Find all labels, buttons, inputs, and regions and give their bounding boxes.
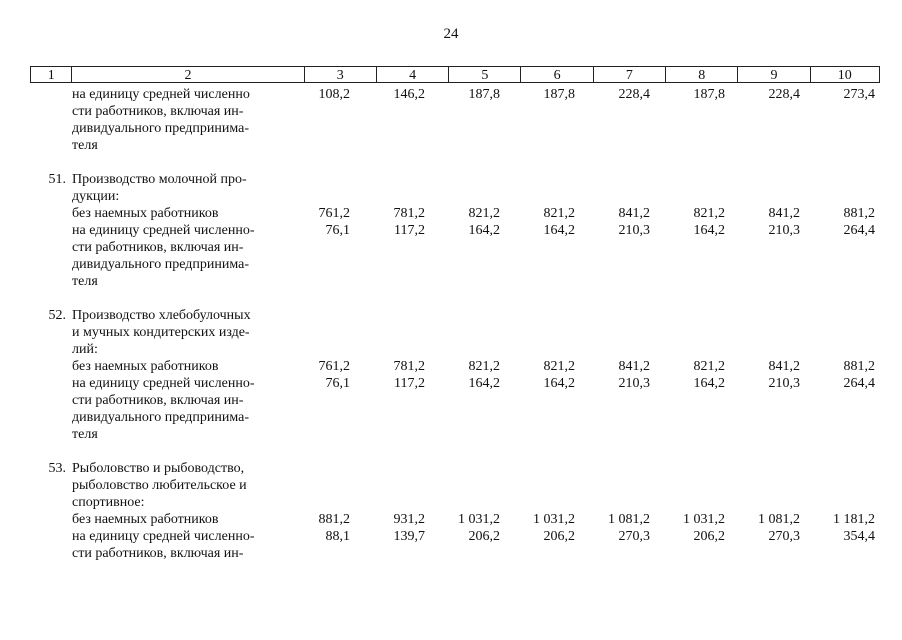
- row-label: рыболовство любительское и: [72, 478, 247, 493]
- value-cell: 273,4: [843, 87, 875, 102]
- row-label: сти работников, включая ин-: [72, 104, 244, 119]
- value-cell: 210,3: [618, 223, 650, 238]
- row-label: дукции:: [72, 189, 120, 204]
- table-row: [0, 137, 902, 154]
- value-cell: 117,2: [394, 376, 425, 391]
- row-label: на единицу средней численно-: [72, 529, 255, 544]
- value-cell: 761,2: [318, 359, 350, 374]
- value-cell: 206,2: [693, 529, 725, 544]
- value-cell: 841,2: [768, 359, 800, 374]
- value-cell: 270,3: [618, 529, 650, 544]
- row-label: теля: [72, 427, 98, 442]
- row-label: теля: [72, 138, 98, 153]
- value-cell: 781,2: [393, 359, 425, 374]
- row-number: [0, 477, 70, 494]
- row-number: [0, 358, 70, 375]
- page-number: 24: [443, 26, 459, 42]
- header-col-6: 6: [520, 67, 592, 82]
- header-col-1: 1: [47, 68, 55, 83]
- value-cell: 164,2: [543, 223, 575, 238]
- value-cell: 187,8: [543, 87, 575, 102]
- table-row: [0, 222, 902, 239]
- row-number: [0, 256, 70, 273]
- table-row: [0, 528, 902, 545]
- row-label: сти работников, включая ин-: [72, 546, 244, 561]
- value-cell: 187,8: [693, 87, 725, 102]
- table-row: [0, 120, 902, 137]
- header-col-3: 3: [304, 67, 376, 82]
- row-number: [0, 324, 70, 341]
- value-cell: 164,2: [468, 376, 500, 391]
- table-row: [0, 188, 902, 205]
- value-cell: 1 081,2: [608, 512, 650, 527]
- value-cell: 821,2: [693, 359, 725, 374]
- value-cell: 821,2: [543, 359, 575, 374]
- row-number: [0, 528, 70, 545]
- value-cell: 206,2: [543, 529, 575, 544]
- value-cell: 210,3: [768, 223, 800, 238]
- row-label: на единицу средней численно: [72, 87, 250, 102]
- table-row: [0, 103, 902, 120]
- table-row: [0, 477, 902, 494]
- row-number: [0, 137, 70, 154]
- row-label: лий:: [72, 342, 98, 357]
- value-cell: 76,1: [325, 376, 350, 391]
- row-number: [0, 86, 70, 103]
- header-col-10: 10: [810, 67, 879, 82]
- row-number: [0, 239, 70, 256]
- value-cell: 841,2: [768, 206, 800, 221]
- row-number: [0, 545, 70, 562]
- value-cell: 1 031,2: [458, 512, 500, 527]
- row-label: Производство молочной про-: [72, 172, 247, 187]
- value-cell: 139,7: [393, 529, 425, 544]
- value-cell: 187,8: [468, 87, 500, 102]
- table-row: [0, 375, 902, 392]
- value-cell: 931,2: [393, 512, 425, 527]
- value-cell: 228,4: [618, 87, 650, 102]
- row-label: теля: [72, 274, 98, 289]
- table-row: [0, 273, 902, 290]
- header-col-4: 4: [376, 67, 448, 82]
- table-row: [0, 86, 902, 103]
- row-number: [0, 375, 70, 392]
- value-cell: 270,3: [768, 529, 800, 544]
- table-row: [0, 494, 902, 511]
- value-cell: 88,1: [325, 529, 350, 544]
- row-label: дивидуального предпринима-: [72, 410, 250, 425]
- row-label: без наемных работников: [72, 206, 219, 221]
- row-number: [0, 494, 70, 511]
- value-cell: 821,2: [543, 206, 575, 221]
- row-label: спортивное:: [72, 495, 145, 510]
- table-row: [0, 426, 902, 443]
- row-label: на единицу средней численно-: [72, 376, 255, 391]
- header-col-2: 2: [71, 67, 303, 82]
- value-cell: 164,2: [543, 376, 575, 391]
- row-number: [0, 426, 70, 443]
- value-cell: 108,2: [318, 87, 350, 102]
- value-cell: 821,2: [468, 359, 500, 374]
- value-cell: 206,2: [468, 529, 500, 544]
- value-cell: 164,2: [693, 376, 725, 391]
- row-number: 52.: [48, 308, 66, 323]
- value-cell: 164,2: [693, 223, 725, 238]
- table-header: [30, 66, 880, 83]
- table-row: [0, 324, 902, 341]
- value-cell: 881,2: [843, 359, 875, 374]
- header-col-8: 8: [665, 67, 737, 82]
- row-label: Производство хлебобулочных: [72, 308, 251, 323]
- table-row: [0, 409, 902, 426]
- row-number: [0, 222, 70, 239]
- value-cell: 761,2: [318, 206, 350, 221]
- value-cell: 264,4: [843, 223, 875, 238]
- value-cell: 1 031,2: [683, 512, 725, 527]
- row-spacer: [0, 443, 902, 460]
- row-label: и мучных кондитерских изде-: [72, 325, 250, 340]
- row-label: Рыболовство и рыбоводство,: [72, 461, 245, 476]
- row-number: [0, 392, 70, 409]
- value-cell: 210,3: [618, 376, 650, 391]
- value-cell: 354,4: [843, 529, 875, 544]
- table-row: [0, 239, 902, 256]
- value-cell: 210,3: [768, 376, 800, 391]
- value-cell: 1 181,2: [833, 512, 875, 527]
- value-cell: 781,2: [393, 206, 425, 221]
- table-row: [0, 358, 902, 375]
- value-cell: 1 031,2: [533, 512, 575, 527]
- row-label: без наемных работников: [72, 512, 219, 527]
- row-label: на единицу средней численно-: [72, 223, 255, 238]
- table-row: [0, 392, 902, 409]
- row-number: [0, 205, 70, 222]
- row-number: [0, 120, 70, 137]
- value-cell: 117,2: [394, 223, 425, 238]
- header-col-9: 9: [737, 67, 809, 82]
- value-cell: 821,2: [693, 206, 725, 221]
- table-row: [0, 511, 902, 528]
- row-number: 53.: [48, 461, 66, 476]
- value-cell: 146,2: [393, 87, 425, 102]
- value-cell: 228,4: [768, 87, 800, 102]
- row-label: без наемных работников: [72, 359, 219, 374]
- value-cell: 76,1: [325, 223, 350, 238]
- row-number: 51.: [48, 172, 66, 187]
- table-row: [0, 545, 902, 562]
- row-number: [0, 409, 70, 426]
- table-row: [0, 256, 902, 273]
- row-number: [0, 511, 70, 528]
- row-number: [0, 273, 70, 290]
- row-spacer: [0, 290, 902, 307]
- value-cell: 164,2: [468, 223, 500, 238]
- row-number: [0, 341, 70, 358]
- value-cell: 881,2: [318, 512, 350, 527]
- table-row: [0, 171, 902, 188]
- header-col-7: 7: [593, 67, 665, 82]
- table-row: [0, 341, 902, 358]
- value-cell: 841,2: [618, 359, 650, 374]
- value-cell: 841,2: [618, 206, 650, 221]
- row-spacer: [0, 154, 902, 171]
- value-cell: 1 081,2: [758, 512, 800, 527]
- table-row: [0, 460, 902, 477]
- value-cell: 821,2: [468, 206, 500, 221]
- value-cell: 881,2: [843, 206, 875, 221]
- row-label: сти работников, включая ин-: [72, 393, 244, 408]
- value-cell: 264,4: [843, 376, 875, 391]
- row-label: сти работников, включая ин-: [72, 240, 244, 255]
- table-body: [0, 86, 902, 562]
- row-number: [0, 188, 70, 205]
- row-label: дивидуального предпринима-: [72, 121, 250, 136]
- table-row: [0, 205, 902, 222]
- row-number: [0, 103, 70, 120]
- row-label: дивидуального предпринима-: [72, 257, 250, 272]
- header-col-5: 5: [448, 67, 520, 82]
- table-row: [0, 307, 902, 324]
